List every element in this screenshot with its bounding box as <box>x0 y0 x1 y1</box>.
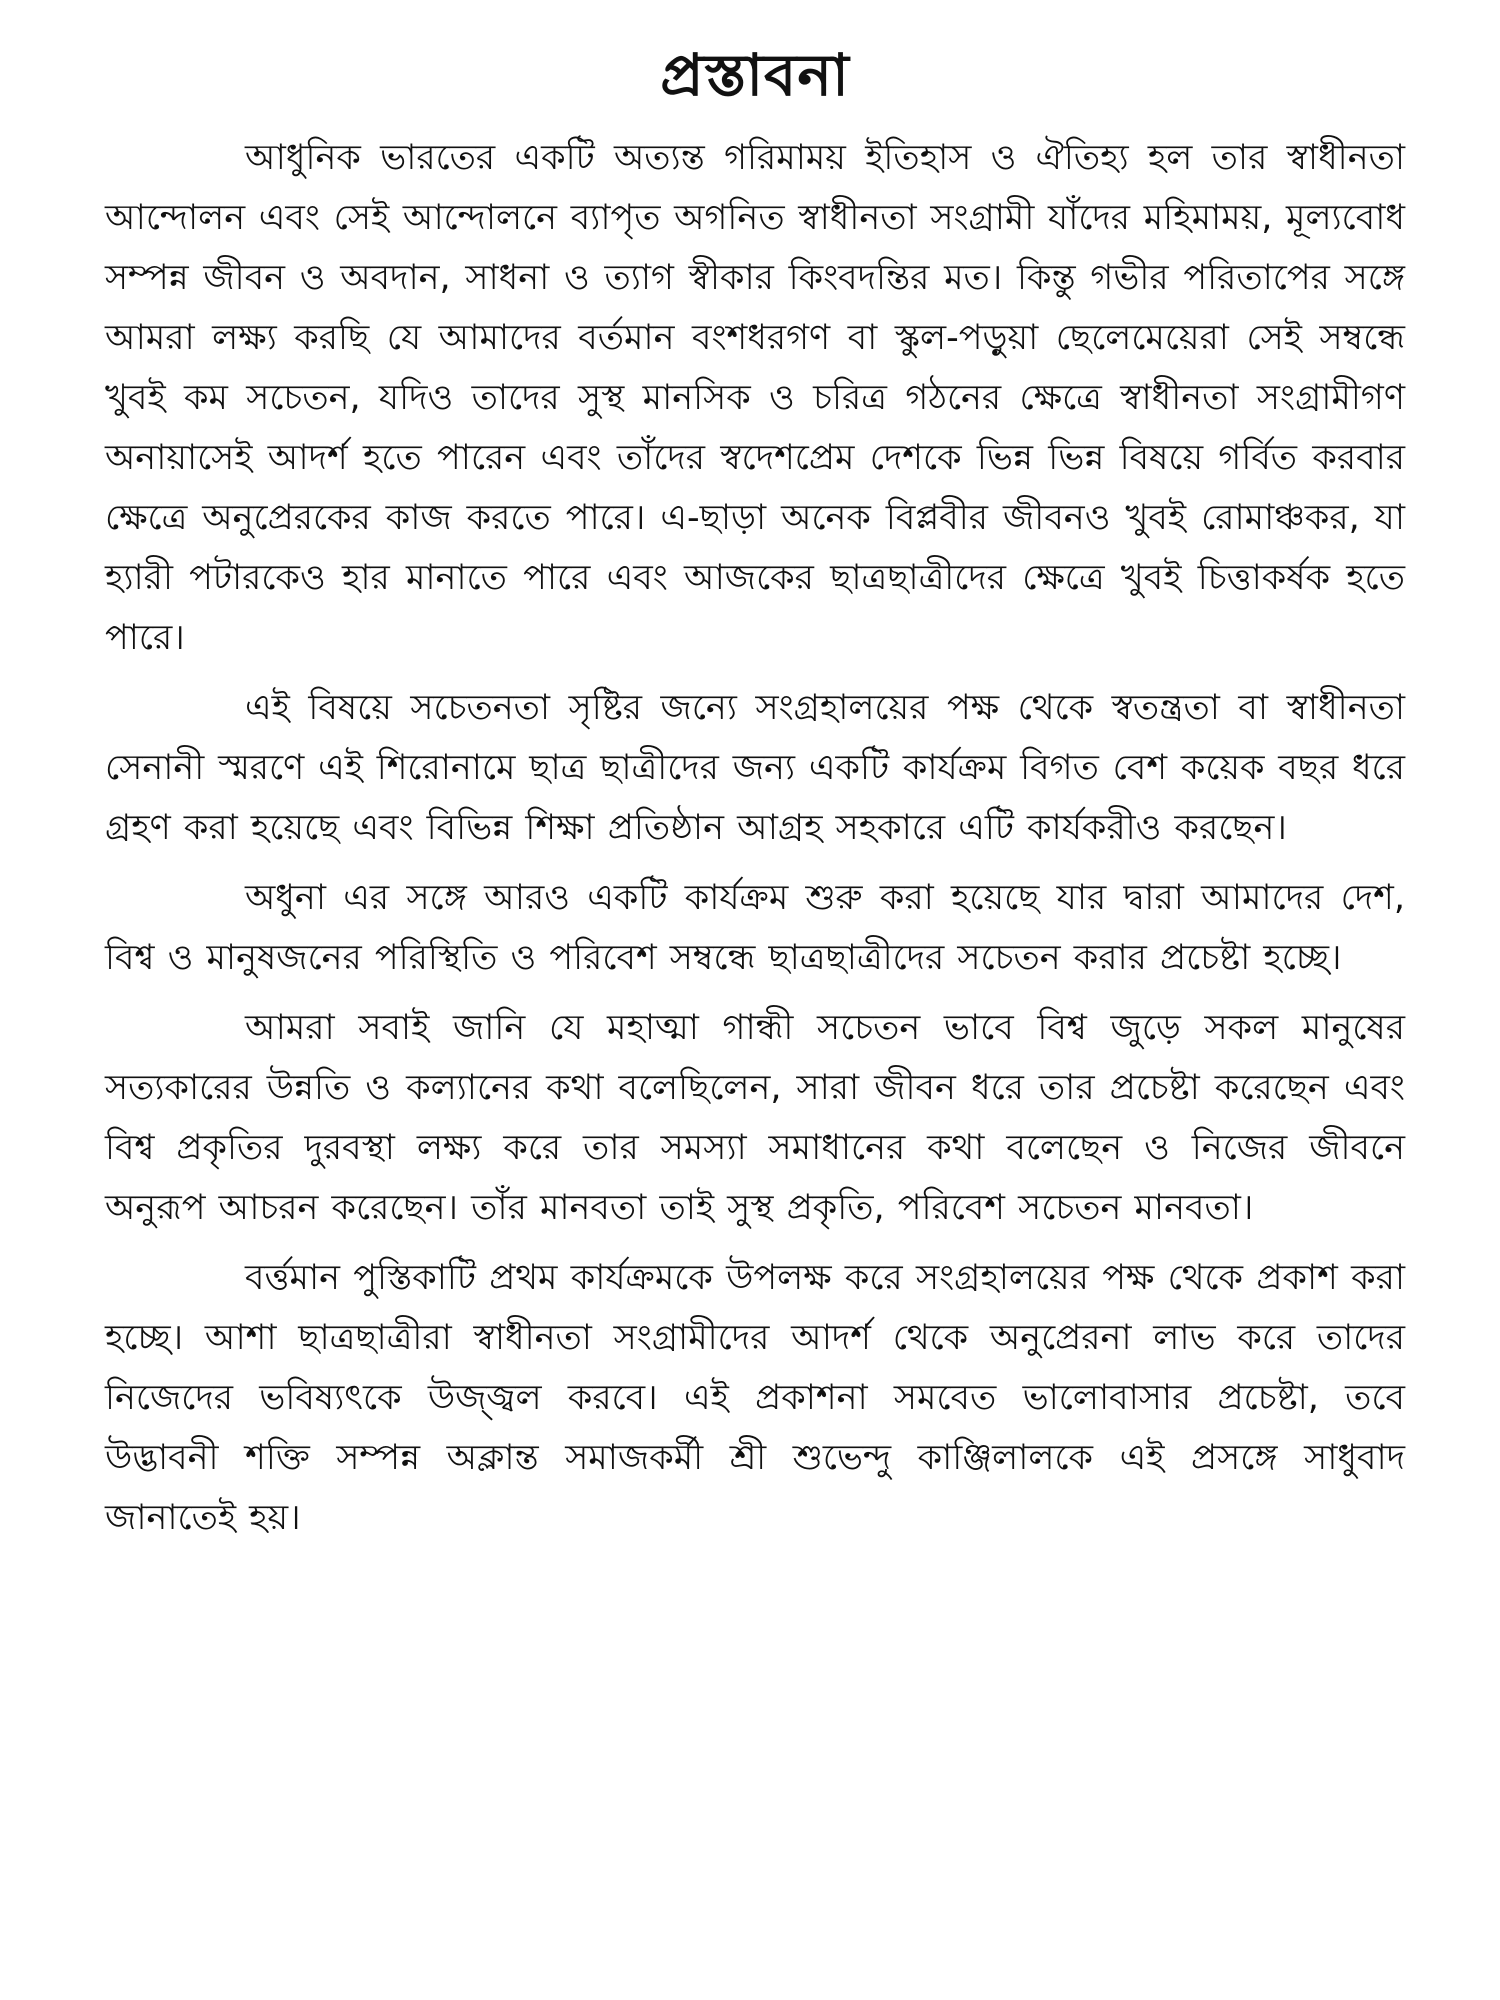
paragraph-4: আমরা সবাই জানি যে মহাত্মা গান্ধী সচেতন ভাবে বিশ্ব জুড়ে সকল মানুষের সত্যকারের উন্নতি ও কল্যানের কথা বলেছিলেন, সারা জীবন ধরে তার প্রচেষ্টা করেছেন এবং বিশ্ব প্রকৃতির দুরবস্থা লক্ষ্য করে তার সমস্যা সমাধানের কথা বলেছেন ও নিজের জীবনে অনুরূপ আচরন করেছেন। তাঁর মানবতা তাই সুস্থ প্রকৃতি, পরিবেশ সচেতন মানবতা। <box>105 1008 1405 1228</box>
paragraph-2: এই বিষয়ে সচেতনতা সৃষ্টির জন্যে সংগ্রহালয়ের পক্ষ থেকে স্বতন্ত্রতা বা স্বাধীনতা সেনানী স্মরণে এই শিরোনামে ছাত্র ছাত্রীদের জন্য একটি কার্যক্রম বিগত বেশ কয়েক বছর ধরে গ্রহণ করা হয়েছে এবং বিভিন্ন শিক্ষা প্রতিষ্ঠান আগ্রহ সহকারে এটি কার্যকরীও করছেন। <box>105 688 1405 848</box>
document-page <box>105 40 1405 1920</box>
paragraph-3: অধুনা এর সঙ্গে আরও একটি কার্যক্রম শুরু করা হয়েছে যার দ্বারা আমাদের দেশ, বিশ্ব ও মানুষজনের পরিস্থিতি ও পরিবেশ সম্বন্ধে ছাত্রছাত্রীদের সচেতন করার প্রচেষ্টা হচ্ছে। <box>105 878 1405 978</box>
page-title: প্রস্তাবনা <box>660 41 850 109</box>
paragraph-1: আধুনিক ভারতের একটি অত্যন্ত গরিমাময় ইতিহাস ও ঐতিহ্য হল তার স্বাধীনতা আন্দোলন এবং সেই আন্দোলনে ব্যাপৃত অগনিত স্বাধীনতা সংগ্রামী যাঁদের মহিমাময়, মূল্যবোধ সম্পন্ন জীবন ও অবদান, সাধনা ও ত্যাগ স্বীকার কিংবদন্তির মত। কিন্তু গভীর পরিতাপের সঙ্গে আমরা লক্ষ্য করছি যে আমাদের বর্তমান বংশধরগণ বা স্কুল-পড়ুয়া ছেলেমেয়েরা সেই সম্বন্ধে খুবই কম সচেতন, যদিও তাদের সুস্থ মানসিক ও চরিত্র গঠনের ক্ষেত্রে স্বাধীনতা সংগ্রামীগণ অনায়াসেই আদর্শ হতে পারেন এবং তাঁদের স্বদেশপ্রেম দেশকে ভিন্ন ভিন্ন বিষয়ে গর্বিত করবার ক্ষেত্রে অনুপ্রেরকের কাজ করতে পারে। এ-ছাড়া অনেক বিপ্লবীর জীবনও খুবই রোমাঞ্চকর, যা হ্যারী পটারকেও হার মানাতে পারে এবং আজকের ছাত্রছাত্রীদের ক্ষেত্রে খুবই চিত্তাকর্ষক হতে পারে। <box>105 138 1405 658</box>
paragraph-5: বর্ত্তমান পুস্তিকাটি প্রথম কার্যক্রমকে উপলক্ষ করে সংগ্রহালয়ের পক্ষ থেকে প্রকাশ করা হচ্ছে। আশা ছাত্রছাত্রীরা স্বাধীনতা সংগ্রামীদের আদর্শ থেকে অনুপ্রেরনা লাভ করে তাদের নিজেদের ভবিষ্যৎকে উজ্জ্বল করবে। এই প্রকাশনা সমবেত ভালোবাসার প্রচেষ্টা, তবে উদ্ভাবনী শক্তি সম্পন্ন অক্লান্ত সমাজকর্মী শ্রী শুভেন্দু কাঞ্জিলালকে এই প্রসঙ্গে সাধুবাদ জানাতেই হয়। <box>105 1258 1405 1538</box>
